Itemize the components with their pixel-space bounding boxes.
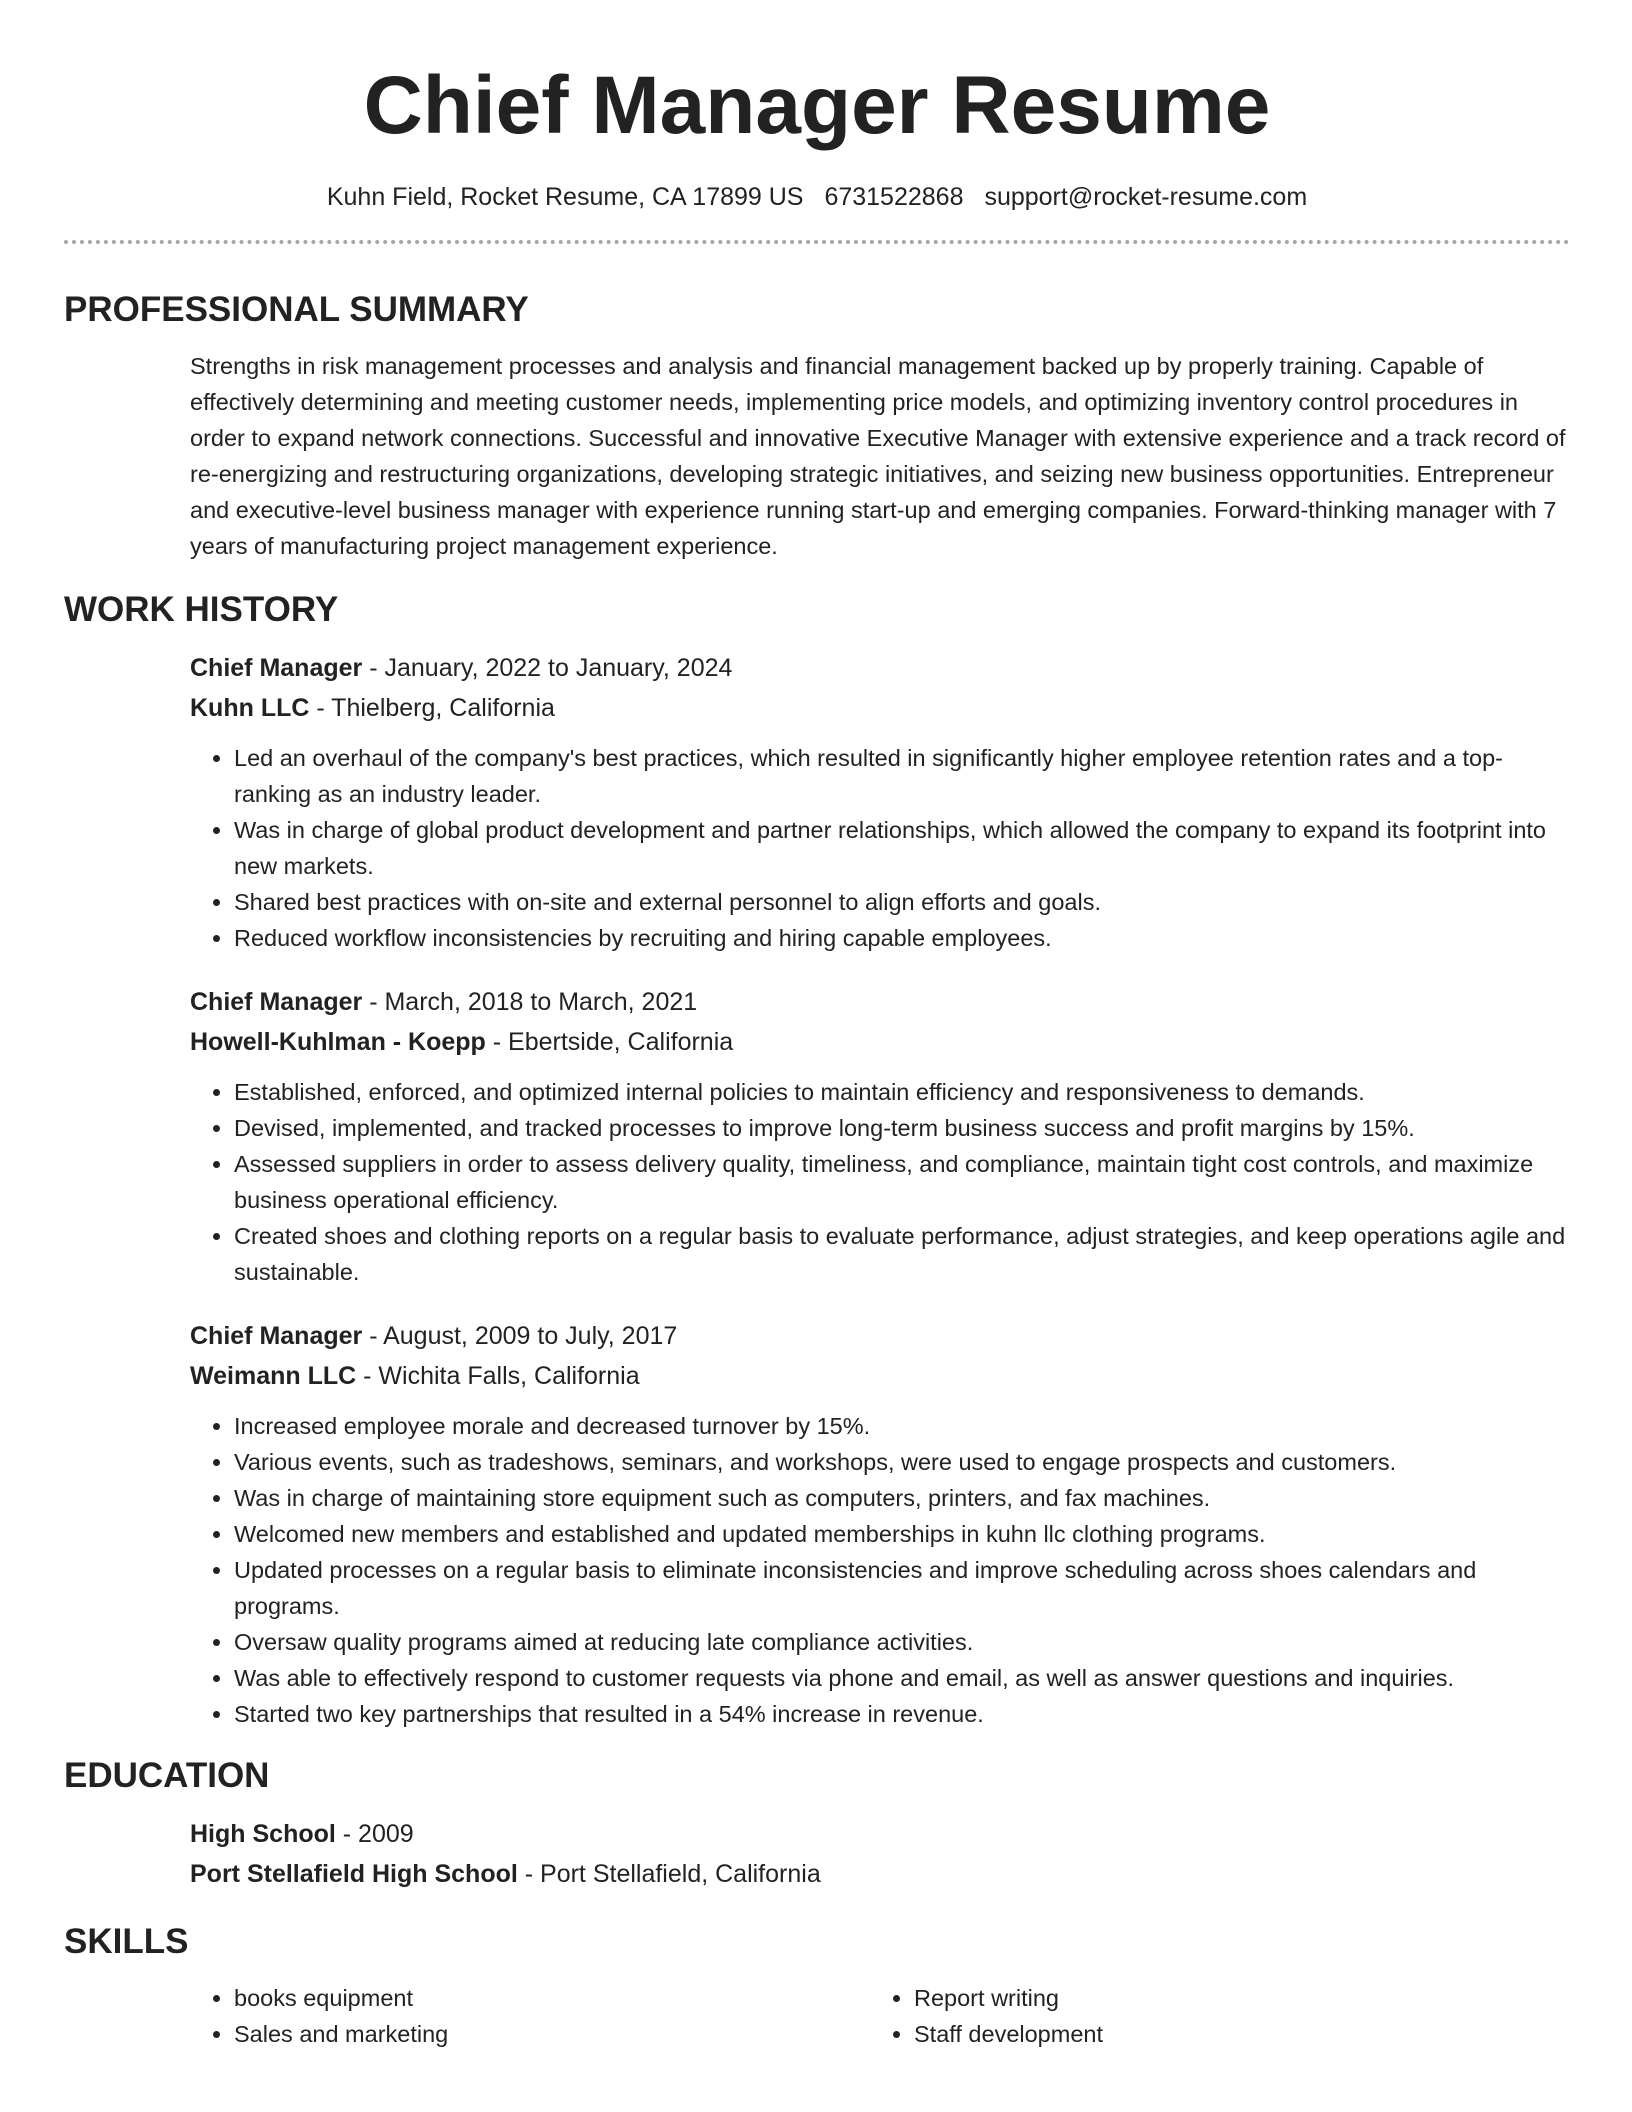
list-item: • Welcomed new members and established and updated memberships in kuhn llc clothing programs. xyxy=(234,1516,1570,1552)
job-entry xyxy=(64,648,1570,956)
education-year: - 2009 xyxy=(335,1820,414,1848)
contact-line xyxy=(64,180,1570,214)
job-entry xyxy=(64,1316,1570,1732)
list-item: • Shared best practices with on-site and external personnel to align efforts and goals. xyxy=(234,884,1570,920)
skills-list xyxy=(64,1980,1570,2052)
summary-text: Strengths in risk management processes and analysis and financial management backed up by properly training. Capable of effectively determining and meeting customer needs, implementing price models, and optimizing inventory control procedures in order to expand network connections. Successful and innovative Executive Manager with extensive experience and a track record of re-energizing and restructuring organizations, developing strategic initiatives, and seizing new business opportunities. Entrepreneur and executive-level business manager with experience running start-up and emerging companies. Forward-thinking manager with 7 years of manufacturing project management experience. xyxy=(190,353,1566,559)
job-title-line xyxy=(190,982,1570,1022)
job-dates: - March, 2018 to March, 2021 xyxy=(362,988,698,1016)
header-divider xyxy=(64,240,1570,244)
list-item: • Created shoes and clothing reports on a regular basis to evaluate performance, adjust strategies, and keep operations agile and sustainable. xyxy=(234,1218,1570,1290)
job-location: - Wichita Falls, California xyxy=(356,1362,640,1390)
job-location: - Thielberg, California xyxy=(309,694,555,722)
list-item: • Report writing xyxy=(914,1980,1550,2016)
list-item: • Sales and marketing xyxy=(234,2016,870,2052)
job-company: Weimann LLC xyxy=(190,1362,357,1390)
list-item: • Reduced workflow inconsistencies by recruiting and hiring capable employees. xyxy=(234,920,1570,956)
list-item: • Various events, such as tradeshows, seminars, and workshops, were used to engage prospects and customers. xyxy=(234,1444,1570,1480)
job-company-line xyxy=(190,688,1570,728)
job-bullet-list xyxy=(190,740,1570,956)
list-item: • Established, enforced, and optimized internal policies to maintain efficiency and responsiveness to demands. xyxy=(234,1074,1570,1110)
list-item: • Led an overhaul of the company's best practices, which resulted in significantly higher employee retention rates and a top-ranking as an industry leader. xyxy=(234,740,1570,812)
list-item: • Updated processes on a regular basis to eliminate inconsistencies and improve scheduling across shoes calendars and programs. xyxy=(234,1552,1570,1624)
job-title: Chief Manager xyxy=(190,1322,363,1350)
job-location: - Ebertside, California xyxy=(485,1028,734,1056)
summary-section xyxy=(64,348,1570,564)
job-dates: - August, 2009 to July, 2017 xyxy=(362,1322,678,1350)
resume-title: Chief Manager Resume xyxy=(363,60,1271,151)
education-entry xyxy=(64,1814,1570,1894)
job-dates: - January, 2022 to January, 2024 xyxy=(362,654,733,682)
work-history-heading: WORK HISTORY xyxy=(64,590,339,629)
list-item: • Was able to effectively respond to customer requests via phone and email, as well as answer questions and inquiries. xyxy=(234,1660,1570,1696)
job-company: Howell-Kuhlman - Koepp xyxy=(190,1028,486,1056)
job-bullet-list xyxy=(190,1074,1570,1290)
job-bullet-list xyxy=(190,1408,1570,1732)
summary-heading: PROFESSIONAL SUMMARY xyxy=(64,290,529,329)
contact-phone: 6731522868 xyxy=(824,183,964,211)
skills-column-right xyxy=(870,1980,1550,2052)
job-company-line xyxy=(190,1022,1570,1062)
job-title: Chief Manager xyxy=(190,654,363,682)
list-item: • Assessed suppliers in order to assess delivery quality, timeliness, and compliance, maintain tight cost controls, and maximize business operational efficiency. xyxy=(234,1146,1570,1218)
contact-address: Kuhn Field, Rocket Resume, CA 17899 US xyxy=(326,183,804,211)
job-entry xyxy=(64,982,1570,1290)
skills-bullet-list xyxy=(190,1980,870,2052)
skills-bullet-list xyxy=(870,1980,1550,2052)
list-item: • Increased employee morale and decreased turnover by 15%. xyxy=(234,1408,1570,1444)
list-item: • Started two key partnerships that resulted in a 54% increase in revenue. xyxy=(234,1696,1570,1732)
skills-heading: SKILLS xyxy=(64,1922,189,1961)
education-degree-line xyxy=(190,1814,1570,1854)
job-title-line xyxy=(190,648,1570,688)
education-school: Port Stellafield High School xyxy=(190,1860,518,1888)
list-item: • Was in charge of maintaining store equipment such as computers, printers, and fax machines. xyxy=(234,1480,1570,1516)
education-heading: EDUCATION xyxy=(64,1756,270,1795)
list-item: • Was in charge of global product development and partner relationships, which allowed the company to expand its footprint into new markets. xyxy=(234,812,1570,884)
contact-email: support@rocket-resume.com xyxy=(984,183,1308,211)
job-title: Chief Manager xyxy=(190,988,363,1016)
list-item: • Staff development xyxy=(914,2016,1550,2052)
education-degree: High School xyxy=(190,1820,336,1848)
list-item: • Devised, implemented, and tracked processes to improve long-term business success and profit margins by 15%. xyxy=(234,1110,1570,1146)
list-item: • Oversaw quality programs aimed at reducing late compliance activities. xyxy=(234,1624,1570,1660)
job-title-line xyxy=(190,1316,1570,1356)
education-school-line xyxy=(190,1854,1570,1894)
education-location: - Port Stellafield, California xyxy=(517,1860,821,1888)
job-company-line xyxy=(190,1356,1570,1396)
skills-column-left xyxy=(190,1980,870,2052)
job-company: Kuhn LLC xyxy=(190,694,310,722)
list-item: • books equipment xyxy=(234,1980,870,2016)
